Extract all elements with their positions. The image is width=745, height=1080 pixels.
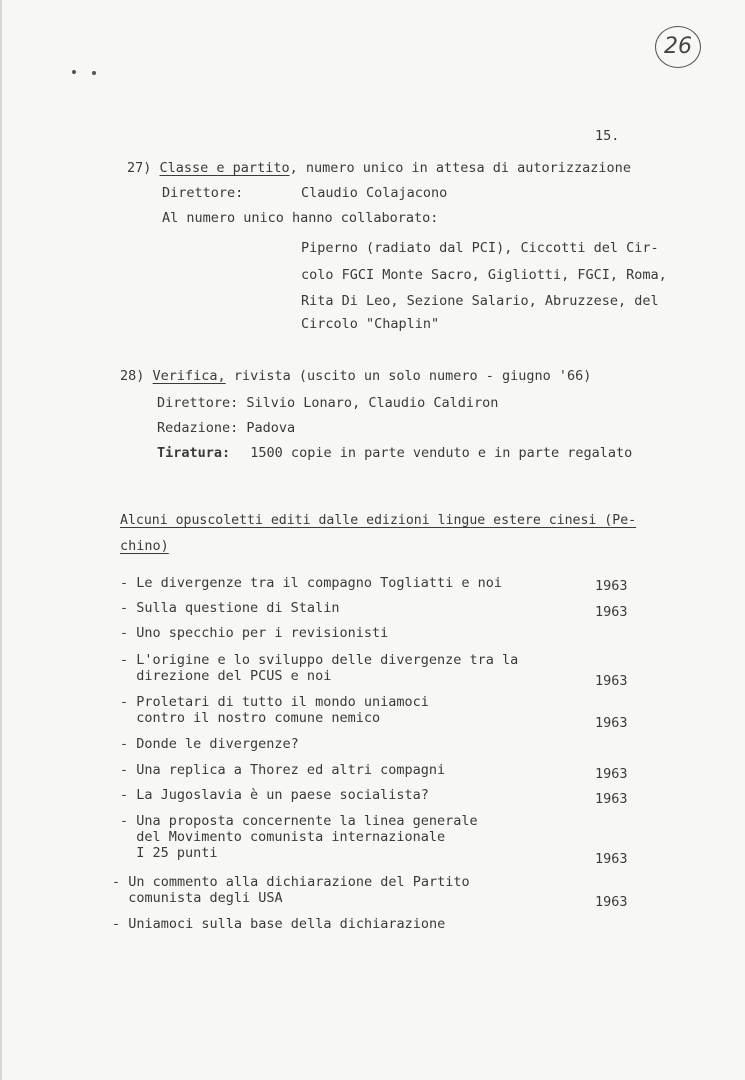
redazione-line: Redazione: Padova	[157, 420, 296, 436]
entry-27-line	[127, 160, 631, 176]
entry-title: Classe e partito	[159, 160, 290, 176]
collaborators-line: colo FGCI Monte Sacro, Gigliotti, FGCI, Roma,	[301, 267, 667, 283]
list-item: - Un commento alla dichiarazione del Partito	[112, 874, 470, 890]
list-item-year: 1963	[595, 791, 628, 807]
collaborators-line: Circolo "Chaplin"	[301, 316, 440, 332]
page-number: 15.	[595, 128, 620, 144]
tiratura-value: 1500 copie in parte venduto e in parte regalato	[250, 445, 633, 461]
list-item-year: 1963	[595, 604, 628, 620]
tiratura-label: Tiratura:	[157, 445, 231, 461]
list-item: - Uniamoci sulla base della dichiarazione	[112, 916, 446, 932]
list-item: - Una replica a Thorez ed altri compagni	[120, 762, 446, 778]
entry-title: Verifica,	[152, 368, 226, 384]
director-line: Direttore: Silvio Lonaro, Claudio Caldiron	[157, 395, 499, 411]
list-item-cont: direzione del PCUS e noi	[120, 668, 332, 684]
director-label: Direttore:	[162, 185, 244, 201]
list-item: - Proletari di tutto il mondo uniamoci	[120, 694, 429, 710]
list-item: - La Jugoslavia è un paese socialista?	[120, 787, 429, 803]
speck-mark	[92, 71, 96, 75]
list-item-cont: I 25 punti	[120, 845, 218, 861]
list-item: - Le divergenze tra il compagno Togliatti e noi	[120, 575, 503, 591]
section-heading-cont: chino)	[120, 538, 169, 554]
entry-description: rivista (uscito un solo numero - giugno '66)	[225, 368, 592, 384]
collaborators-line: Piperno (radiato dal PCI), Ciccotti del Cir-	[301, 240, 659, 256]
list-item-year: 1963	[595, 673, 628, 689]
list-item-year: 1963	[595, 851, 628, 867]
list-item-year: 1963	[595, 894, 628, 910]
list-item-cont: del Movimento comunista internazionale	[120, 829, 446, 845]
list-item: - Una proposta concernente la linea generale	[120, 813, 478, 829]
list-item: - Sulla questione di Stalin	[120, 600, 340, 616]
list-item-cont: comunista degli USA	[112, 890, 283, 906]
entry-description: , numero unico in attesa di autorizzazione	[289, 160, 631, 176]
director-name: Claudio Colajacono	[301, 185, 448, 201]
list-item-cont: contro il nostro comune nemico	[120, 710, 381, 726]
speck-mark	[72, 70, 76, 74]
collaborators-line: Rita Di Leo, Sezione Salario, Abruzzese, del	[301, 293, 659, 309]
list-item: - Donde le divergenze?	[120, 736, 299, 752]
list-item: - L'origine e lo sviluppo delle divergenze tra la	[120, 652, 519, 668]
tiratura-line	[157, 445, 632, 461]
list-item-year: 1963	[595, 715, 628, 731]
section-heading: Alcuni opuscoletti editi dalle edizioni lingue estere cinesi (Pe-	[120, 513, 637, 528]
entry-number: 27)	[127, 160, 152, 176]
entry-28-line	[120, 368, 591, 384]
list-item-year: 1963	[595, 766, 628, 782]
list-item-year: 1963	[595, 578, 628, 594]
entry-number: 28)	[120, 368, 145, 384]
collaborators-label: Al numero unico hanno collaborato:	[162, 210, 439, 226]
list-item: - Uno specchio per i revisionisti	[120, 625, 389, 641]
page-stamp: 26	[655, 26, 701, 68]
